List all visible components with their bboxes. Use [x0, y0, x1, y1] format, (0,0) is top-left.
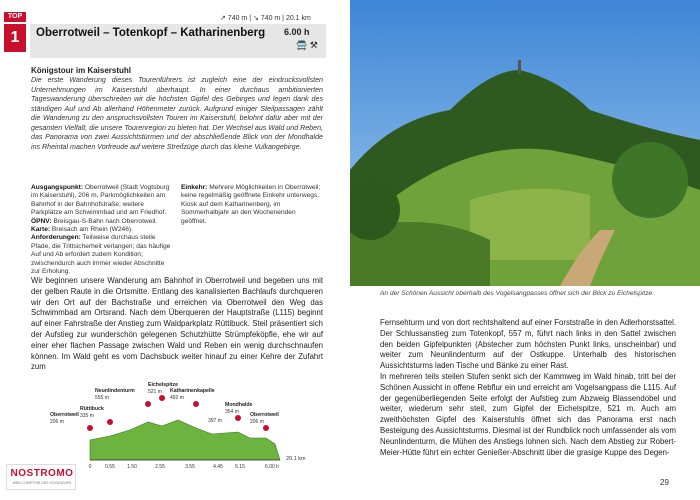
- body-right-p2: In mehreren teils steilen Stufen senkt sich der Kammweg im Wald hinab, tritt bei der Schönen Aussicht in offene Rebflur ein und erreicht am Vogelsangpass die L115. Auf der gegenüberliegenden Seite erfolgt der Aufstieg zum Abzweig Blassendobel und weiter, wiederum sehr steil, zum Gipfel der Eichelspitze, 521 m. Auch am zweithöchsten Gipfel des Kaiserstuhls öffnet sich das Panorama erst nach Besteigung des Aussichtsturms. Diesmal ist der Rundblick noch umfassender als vom Neunlindenturm, die Mühen des Anstiegs lohnen sich. Nach dem Abstieg zur Robert-Meier-Hütte führt ein echter Genießer-Abschnitt über die grasige Kuppe des Degen-: [380, 371, 676, 457]
- intro-text: Die erste Wanderung dieses Tourenführers ist zugleich eine der eindrucksvollsten Unternehmungen im Kaiserstuhl überhaupt. In einer durchaus ambitionierten Tageswanderung überschreiten wir die höchsten Gipfel des Gebirges und legen dank des ständigen Auf und Ab allerhand Höhenmeter zurück. Aufgrund einiger Steilpassagen zählt die Wanderung zu den anspruchsvollsten Touren im Kaiserstuhl, belohnt dafür aber mit der gesamten Vielfalt, die unsere Tourenregion zu bieten hat. Der Wechsel aus Wald und Reben, das Panorama von zwei Aussichtstürmen und der abschließende Blick von der Mondhalde ins Rheintal machen Vorfreude auf weitere Streifzüge durch das kleine Vulkangebirge.: [31, 76, 323, 151]
- profile-waypoint-marker: [263, 425, 269, 431]
- requirements-text: Teilweise durchaus steile Pfade, die Trittsicherheit verlangen; das häufige Auf und Ab erfordert zudem Kondition; zwischendurch auch immer wieder Abschnitte zur Erholung.: [31, 234, 171, 276]
- profile-waypoint-marker: [87, 425, 93, 431]
- map-text: Breisach am Rhein (W246).: [51, 226, 133, 234]
- profile-tick-label: 0.55: [105, 464, 115, 470]
- body-text-left: Wir beginnen unsere Wanderung am Bahnhof in Oberrotweil und begeben uns mit der gelben Raute in die Ortsmitte. Entlang des kanalisierten Bachlaufs durchqueren wir den Ort auf der Bachstraße und erreichen via Oberrotweil den Weg das Schwimmbad am Ortsrand. Nach dem Überqueren der Hauptstraße (L115) beginnt auf einer Fahrstraße der Anstieg zum Waldparkplatz Rüttibuck. Steil präsentiert sich der Aufstieg zur wunderschön gelegenen Schutzhütte Strümpfeköpfle, ehe wir auf einer eher flachen Passage zwischen Wald und Reben ein wenig durchschnaufen können. Im Wald geht es vom Dachsbuck weiter hinauf zu einer Kehre der Zufahrt zum: [31, 276, 323, 372]
- opnv-label: ÖPNV:: [31, 217, 52, 225]
- profile-elevation: 492 m: [170, 395, 184, 401]
- stop-text: Mehrere Möglichkeiten in Oberrotweil; keine regelmäßig geöffnete Einkehr unterwegs, Kiosk auf dem Katharinenberg, im Sommerhalbjahr an den Wochenenden geöffnet.: [181, 184, 321, 225]
- profile-area: [90, 420, 280, 460]
- profile-label: Neunlindenturm: [95, 388, 135, 394]
- opnv-text: Breisgau-S-Bahn nach Oberrotweil.: [53, 217, 158, 225]
- profile-tick-label: 4.45: [213, 464, 223, 470]
- profile-waypoint-marker: [145, 401, 151, 407]
- intro-subheading: Königstour im Kaiserstuhl: [31, 66, 132, 75]
- page-number: 29: [660, 478, 669, 487]
- profile-elevation: 206 m: [250, 419, 264, 425]
- profile-labels: [50, 382, 279, 431]
- nostromo-logo: [6, 464, 76, 490]
- info-column-left: [31, 184, 171, 276]
- profile-extra-elevation: 397 m: [208, 418, 222, 424]
- profile-label: Eichelspitze: [148, 382, 178, 388]
- profile-waypoint-marker: [159, 395, 165, 401]
- landscape-photo: [350, 0, 700, 286]
- profile-label: Mondhalde: [225, 402, 253, 408]
- profile-elevation: 354 m: [225, 409, 239, 415]
- requirements-label: Anforderungen:: [31, 234, 81, 242]
- profile-waypoint-marker: [235, 415, 241, 421]
- stop-label: Einkehr:: [181, 184, 208, 191]
- map-label: Karte:: [31, 226, 51, 234]
- tour-title: Oberrotweil – Totenkopf – Katharinenberg: [36, 27, 266, 39]
- profile-elevation: 555 m: [95, 395, 109, 401]
- profile-elevation: 206 m: [50, 419, 64, 425]
- tour-duration: 6.00 h: [284, 27, 310, 37]
- profile-tick-label: 6.00 h: [265, 464, 279, 470]
- profile-distance: 20.1 km: [286, 456, 306, 462]
- transport-icons: 🚍 ⚒: [296, 40, 318, 50]
- profile-tick-label: 3.55: [185, 464, 195, 470]
- logo-tagline: WEB COMPTOIR DES VOYAGEURS: [12, 481, 72, 485]
- elevation-profile: [40, 378, 330, 472]
- top-badge: TOP: [4, 12, 26, 22]
- profile-waypoint-marker: [107, 419, 113, 425]
- profile-tick-label: 2.55: [155, 464, 165, 470]
- body-text-right: [380, 318, 676, 458]
- profile-elevation: 521 m: [148, 389, 162, 395]
- profile-elevation: 335 m: [80, 413, 94, 419]
- profile-tick-label: 0: [88, 464, 92, 470]
- profile-tick-label: 5.15: [235, 464, 245, 470]
- start-text: Oberrotweil (Stadt Vogtsburg im Kaiserstuhl), 206 m, Parkmöglichkeiten am Bahnhof in der Bahnhofstraße; weitere Parkplätze am Schwimmbad und am Friedhof.: [31, 184, 170, 217]
- profile-label: Rüttibuck: [80, 406, 104, 412]
- tour-number-badge: 1: [4, 24, 26, 52]
- profile-label: Oberrotweil: [250, 412, 279, 418]
- photo-caption: An der Schönen Aussicht oberhalb des Vogelsangpasses öffnet sich der Blick zu Eichelspitze.: [380, 290, 655, 297]
- profile-ticks: [89, 464, 280, 470]
- info-column-right: [181, 184, 321, 226]
- body-right-p1: Fernsehturm und von dort rechtshaltend auf einer Forststraße in den Adlerhorstsattel. Der Schlussanstieg zum Totenkopf, 557 m, führt nach links in den Sattel zwischen den beiden Gipfelpunkten (Abstecher zum höchsten Punkt links, unscheinbar) und weiter zum Neunlindenturm auf der Ostkuppe. Unterhalb des historischen Aussichtsturms laden Tische und Bänke zu einer Rast.: [380, 318, 676, 371]
- tour-stats: ↗ 740 m | ↘ 740 m | 20.1 km: [220, 15, 311, 22]
- profile-waypoint-marker: [193, 401, 199, 407]
- logo-name: NOSTROMO: [10, 468, 74, 479]
- profile-label: Katharinenkapelle: [170, 388, 215, 394]
- profile-label: Oberrotweil: [50, 412, 79, 418]
- start-label: Ausgangspunkt:: [31, 184, 84, 191]
- profile-tick-label: 1.50: [127, 464, 137, 470]
